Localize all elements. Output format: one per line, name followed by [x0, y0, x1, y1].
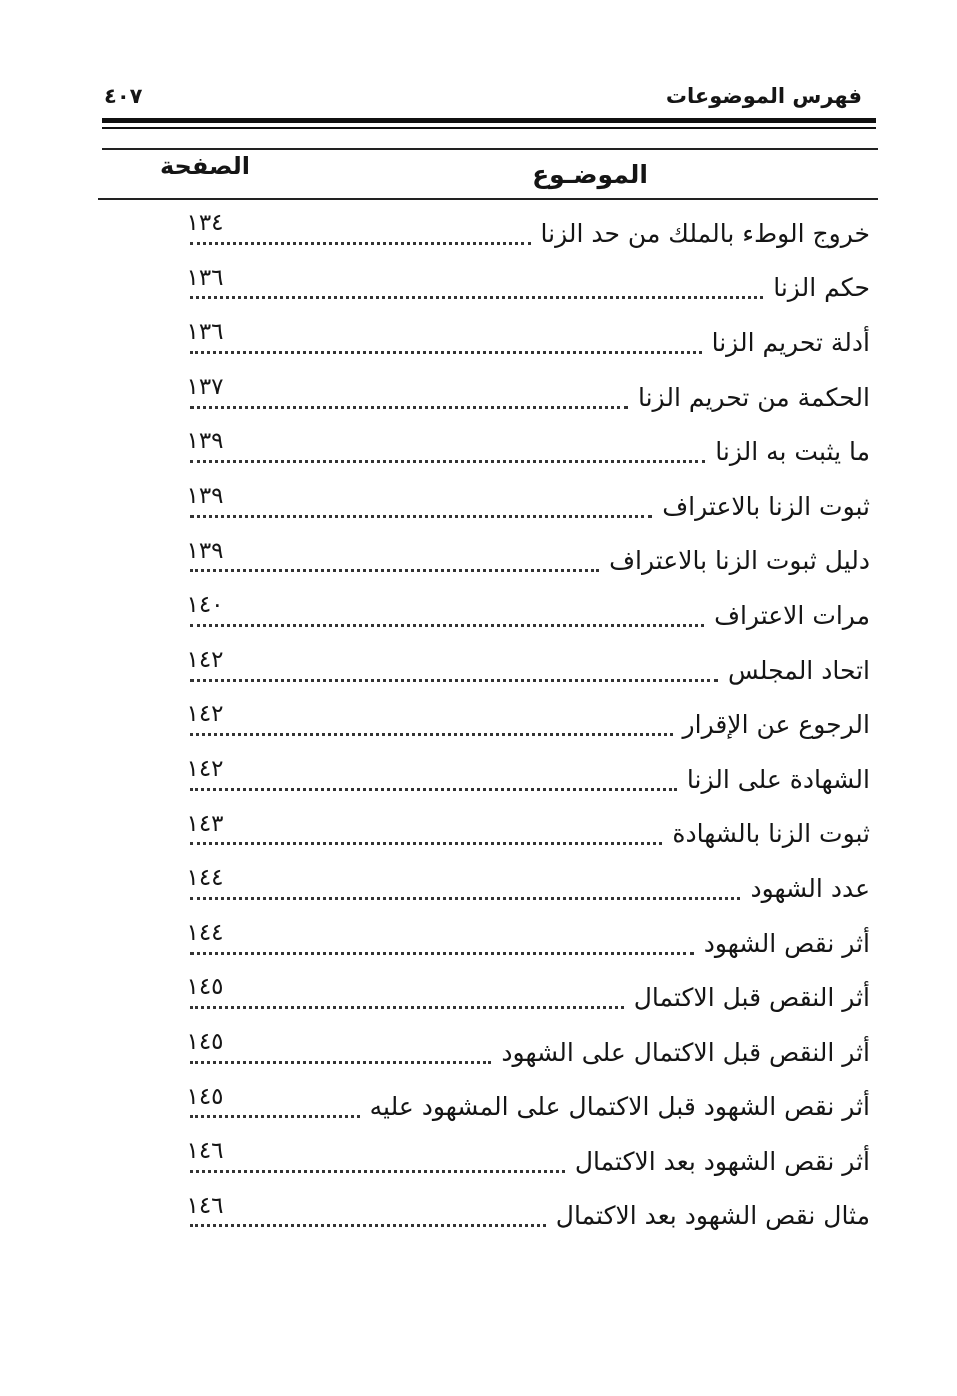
toc-entry-title: أثر نقص الشهود — [703, 928, 870, 958]
toc-entry-title: أثر نقص الشهود بعد الاكتمال — [574, 1146, 870, 1176]
dot-leader — [190, 569, 599, 572]
dot-leader — [190, 515, 652, 518]
toc-entry-page: ١٤٤ — [186, 865, 224, 892]
column-header-rule — [98, 198, 878, 200]
toc-entry-title: الحكمة من تحريم الزنا — [637, 382, 870, 412]
toc-entry-title: اتحاد المجلس — [727, 655, 870, 685]
column-header-topic: الموضـوع — [532, 160, 648, 189]
toc-entry — [160, 697, 870, 752]
toc-entry — [160, 534, 870, 589]
toc-entry-page: ١٣٤ — [186, 210, 224, 236]
toc-entry-page: ١٤٠ — [186, 592, 224, 619]
toc-entry-title: مثال نقص الشهود بعد الاكتمال — [555, 1201, 870, 1231]
dot-leader — [190, 296, 763, 299]
toc-entry — [160, 479, 870, 534]
toc-entry-page: ١٤٥ — [186, 1028, 224, 1055]
toc-entry-page: ١٤٣ — [186, 810, 224, 837]
toc-entry-title: خروج الوطء بالملك من حد الزنا — [540, 218, 870, 248]
dot-leader — [190, 679, 718, 682]
toc-entry-page: ١٤٢ — [186, 701, 224, 728]
dot-leader — [190, 733, 673, 736]
toc-entry-page: ١٣٩ — [186, 537, 224, 564]
table-top-rule — [102, 148, 878, 150]
dot-leader — [190, 406, 628, 409]
page-number: ٤٠٧ — [104, 84, 143, 108]
toc-entry-page: ١٤٢ — [186, 646, 224, 673]
toc-entry-title: أثر نقص الشهود قبل الاكتمال على المشهود عليه — [369, 1092, 870, 1122]
dot-leader — [190, 460, 705, 463]
header-rule-thin — [102, 127, 876, 129]
toc-entry-title: ما يثبت به الزنا — [715, 437, 870, 467]
dot-leader — [190, 1006, 624, 1009]
toc-entry-title: حكم الزنا — [773, 273, 870, 303]
toc-entry-title: أثر النقص قبل الاكتمال على الشهود — [501, 1037, 870, 1067]
toc-entry — [160, 206, 870, 261]
toc-entry — [160, 1025, 870, 1080]
dot-leader — [190, 624, 704, 627]
toc-entry — [160, 1189, 870, 1244]
dot-leader — [190, 842, 662, 845]
dot-leader — [190, 952, 694, 955]
toc-entry — [160, 643, 870, 698]
toc-entry — [160, 1080, 870, 1135]
toc-entry-title: الشهادة على الزنا — [686, 764, 870, 794]
dot-leader — [190, 1115, 360, 1118]
dot-leader — [190, 1061, 491, 1064]
toc-entry-title: مرات الاعتراف — [714, 600, 870, 630]
toc-entry — [160, 752, 870, 807]
toc-entry-title: أدلة تحريم الزنا — [711, 327, 870, 357]
toc-entry — [160, 424, 870, 479]
toc-entry — [160, 370, 870, 425]
toc-entry-page: ١٣٧ — [186, 373, 224, 400]
dot-leader — [190, 242, 531, 245]
toc-entry-page: ١٣٦ — [186, 319, 224, 346]
toc-entry-page: ١٤٦ — [186, 1192, 224, 1219]
dot-leader — [190, 788, 677, 791]
dot-leader — [190, 897, 740, 900]
toc-entry — [160, 315, 870, 370]
toc-entry — [160, 861, 870, 916]
toc-entry-page: ١٤٤ — [186, 919, 224, 946]
toc-entry-page: ١٤٢ — [186, 755, 224, 782]
dot-leader — [190, 351, 702, 354]
toc-list — [160, 206, 870, 1243]
toc-entry — [160, 807, 870, 862]
toc-entry-page: ١٣٦ — [186, 264, 224, 291]
toc-entry-page: ١٤٥ — [186, 1083, 224, 1110]
toc-entry-title: دليل ثبوت الزنا بالاعتراف — [609, 546, 870, 576]
dot-leader — [190, 1224, 546, 1227]
toc-entry — [160, 916, 870, 971]
running-title: فهرس الموضوعات — [665, 84, 862, 108]
toc-entry-title: الرجوع عن الإقرار — [682, 710, 870, 740]
toc-entry-title: أثر النقص قبل الاكتمال — [633, 983, 870, 1013]
toc-entry — [160, 261, 870, 316]
toc-entry-title: ثبوت الزنا بالشهادة — [672, 819, 870, 849]
toc-entry-title: ثبوت الزنا بالاعتراف — [662, 491, 870, 521]
toc-entry-page: ١٤٥ — [186, 974, 224, 1001]
toc-entry-title: عدد الشهود — [750, 873, 870, 903]
running-head — [100, 82, 870, 116]
dot-leader — [190, 1170, 565, 1173]
toc-entry — [160, 970, 870, 1025]
toc-entry-page: ١٣٩ — [186, 428, 224, 455]
toc-entry — [160, 588, 870, 643]
header-rule-thick — [102, 118, 876, 123]
toc-entry-page: ١٣٩ — [186, 482, 224, 509]
toc-entry — [160, 1134, 870, 1189]
toc-entry-page: ١٤٦ — [186, 1138, 224, 1165]
column-header-page: الصفحة — [159, 152, 250, 180]
